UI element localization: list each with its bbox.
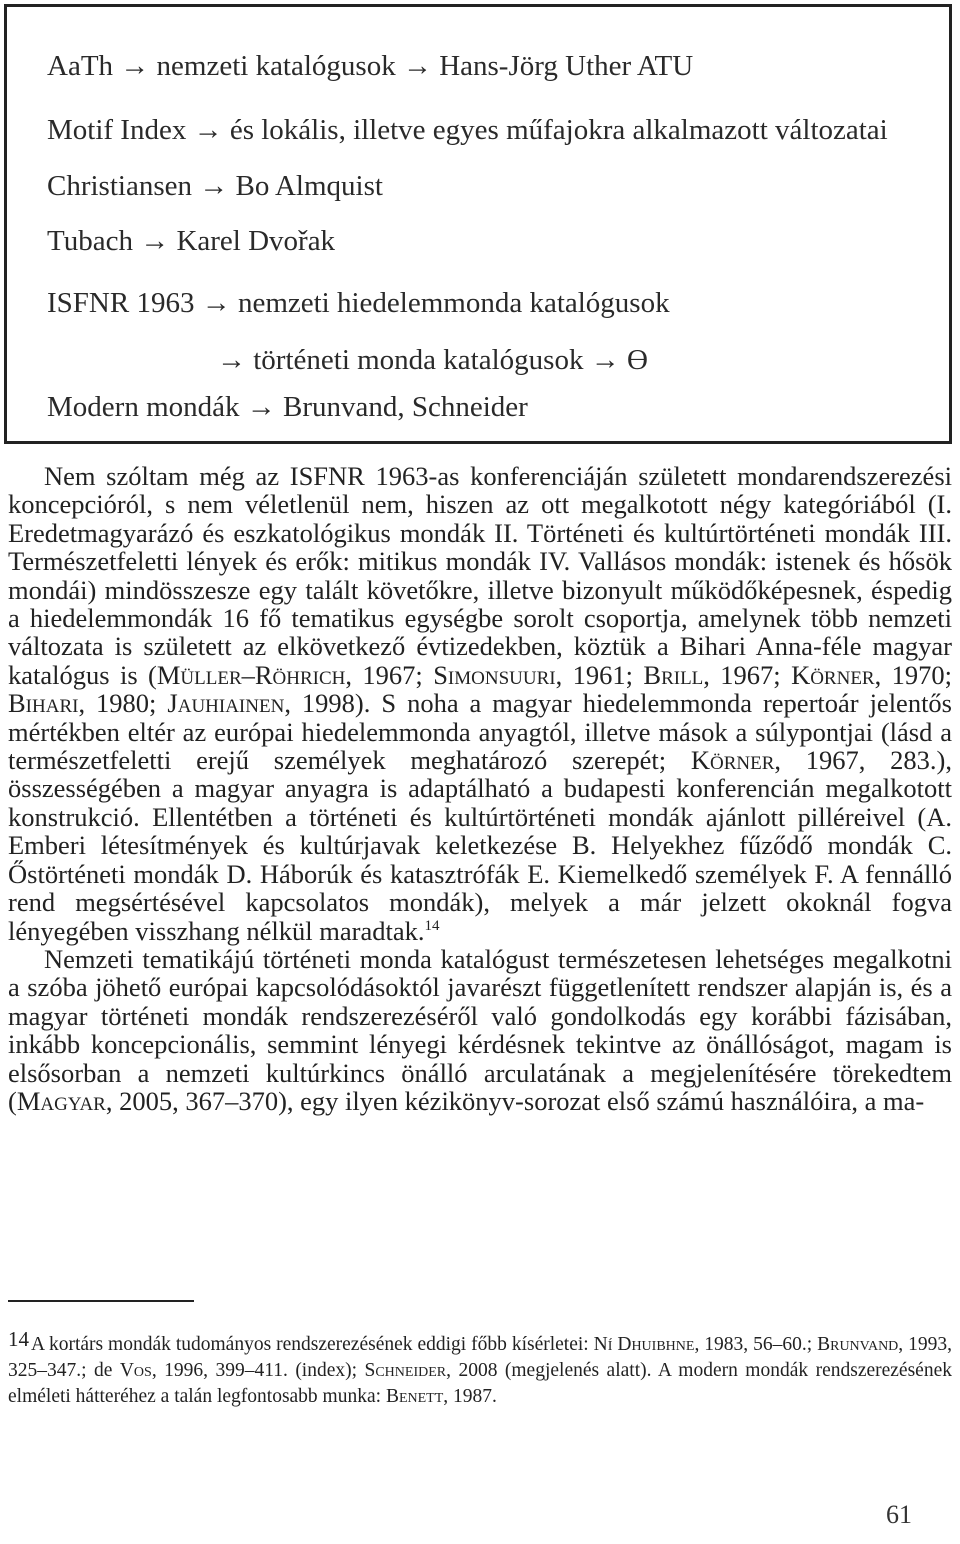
text-run: , 1967;: [703, 659, 792, 690]
text-run: , 1970;: [874, 659, 952, 690]
footnote-14: [8, 1327, 952, 1410]
body-text: [8, 462, 952, 1115]
footnote-mark: 14: [8, 1327, 29, 1351]
author-name: Benett: [385, 1386, 444, 1407]
author-name: Brunvand: [817, 1334, 899, 1355]
text-run: , 1993, 325–347.; de: [8, 1334, 952, 1381]
text-run: , 1987.: [443, 1386, 497, 1407]
author-name: Körner: [791, 659, 875, 690]
author-name: Bihari: [8, 688, 79, 719]
text-run: , 1967, 283.), összességében a magyar anyagra is adaptálható a budapesti konferencián megalkotott konstrukció. Ellentétben a történeti és kultúrtörténeti mondák ajánlott pilléreivel (A. Emberi létesítmények és kultúrjavak keletkezése B. Helyekhez fűződő mondák C. Őstörténeti mondák D. Háborúk és katasztrófák E. Kiemelkedő személyek F. A fennálló rend megsértésével kapcsolatos mondák), melyek a már jelzett okoknál fogva lényegében visszhang nélkül maradtak.: [8, 745, 952, 946]
author-name: Vos: [119, 1360, 152, 1381]
author-name: Schneider: [364, 1360, 447, 1381]
author-name: Körner: [690, 745, 775, 776]
text-run: A kortárs mondák tudományos rendszerezésének eddigi főbb kísérletei:: [31, 1334, 594, 1355]
classification-scheme-box: [4, 4, 952, 444]
scheme-line-5: ISFNR 1963 → nemzeti hiedelemmonda katalógusok: [47, 287, 670, 319]
text-run: , 1998). S noha a magyar hiedelemmonda repertoár jelentős mértékben eltér az európai hiedelemmonda anyagtól, illetve mások a súlypontjai (lásd a természetfeletti erejű személyek meghatározó szerepét;: [8, 688, 952, 776]
scheme-line-6: → történeti monda katalógusok → Ө: [217, 344, 648, 376]
scheme-line-3: Christiansen → Bo Almquist: [47, 170, 383, 202]
text-run: , 1996, 399–411. (index);: [151, 1360, 365, 1381]
author-name: Jauhiainen: [167, 688, 285, 719]
footnote-divider: [8, 1300, 194, 1302]
text-run: , 1983, 56–60.;: [694, 1334, 818, 1355]
text-run: , 2005, 367–370), egy ilyen kézikönyv-sorozat első számú használóira, a ma-: [105, 1085, 925, 1116]
text-run: Nemzeti tematikájú történeti monda katalógust természetesen lehetséges megalkotni a szóba jöhető európai kapcsolódásoktól javarészt függetlenített rendszer alapján is, és a magyar történeti mondák rendszerezéséről való gondolkodás egy korábbi fázisában, inkább koncepcionális, semmint lényegi kérdésnek tekintve az önállóságot, magam is elsősorban a nemzeti kultúrkincs önálló arculatának a megjelenítésére törekedtem (: [8, 943, 952, 1116]
paragraph-2: [8, 945, 952, 1115]
author-name: Brill: [643, 659, 704, 690]
author-name: Müller–Röhrich: [156, 659, 346, 690]
paragraph-1: [8, 462, 952, 945]
scheme-line-1: AaTh → nemzeti katalógusok → Hans-Jörg Uther ATU: [47, 50, 694, 82]
text-run: , 1967;: [345, 659, 434, 690]
scheme-line-7: Modern mondák → Brunvand, Schneider: [47, 391, 528, 423]
author-name: Simonsuuri: [433, 659, 556, 690]
page-number: 61: [886, 1500, 912, 1529]
text-run: , 1961;: [555, 659, 644, 690]
text-run: Nem szóltam még az ISFNR 1963-as konferenciáján született mondarendszerezési koncepcióról, s nem véletlenül nem, hiszen az ott megalkotott négy kategóriából (I. Eredetmagyarázó és eszkatológikus mondák II. Történeti és kultúrtörténeti mondák III. Természetfeletti lények és erők: mitikus mondák IV. Vallásos mondák: istenek és hősök mondái) mindösszesze egy talált követőkre, illetve bizonyult működőképesnek, éspedig a hiedelemmondák 16 fő tematikus egységbe sorolt csoportja, amelynek több nemzeti változata is született az elkövetkező évtizedekben, köztük a Bihari Anna-féle magyar katalógus is (: [8, 461, 952, 690]
text-run: , 1980;: [78, 688, 168, 719]
text-run: , 2008 (megjelenés alatt). A modern mondák rendszerezésének elméleti hátteréhez a talán legfontosabb munka:: [8, 1360, 952, 1407]
author-name: Ní Dhuibhne: [593, 1334, 695, 1355]
footnote-reference[interactable]: 14: [424, 917, 440, 934]
author-name: Magyar: [16, 1085, 106, 1116]
scheme-line-2: Motif Index → és lokális, illetve egyes műfajokra alkalmazott változatai: [47, 114, 888, 146]
scheme-line-4: Tubach → Karel Dvořak: [47, 225, 336, 257]
